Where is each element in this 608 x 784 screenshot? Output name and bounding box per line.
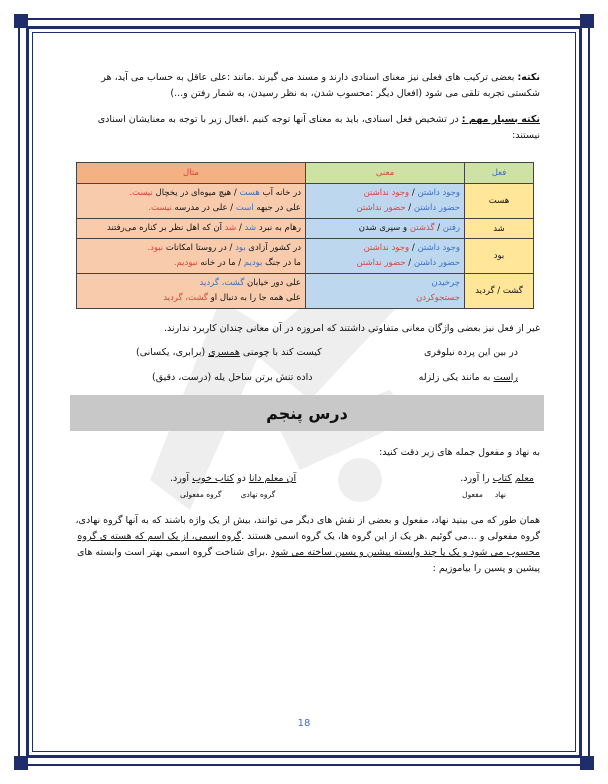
important-note-text: در تشخیص فعل اسنادی، باید به معنای آنها توجه کنیم .افعال زیر با توجه به معنایشان اسنادی نیستند: — [97, 114, 540, 141]
cell-text-segment: بودیم — [243, 258, 263, 268]
cell-text-segment: حضور نداشتن — [356, 203, 406, 213]
sentence-2-rest: آورد. — [170, 473, 193, 484]
cell-text-segment: گشت، گردید — [163, 293, 208, 303]
cell-text-segment: وجود داشتن — [417, 188, 460, 198]
cell-text-segment: چرخیدن — [431, 278, 460, 288]
poem1-left-underlined: همسری — [208, 347, 240, 358]
example-cell — [77, 219, 306, 239]
poem2-right-post: به مانند یکی زلزله — [418, 372, 494, 383]
cell-text-segment: / — [405, 203, 414, 213]
cell-text-segment: بود — [235, 243, 246, 253]
final-line-2-pre: گروه مفعولی و ...می گوئیم .هر یک از این گروه ها، یک — [320, 531, 540, 542]
example-sentences — [70, 473, 540, 484]
cell-text-segment: ما در جنگ — [262, 258, 301, 268]
cell-text-segment: رفتن — [442, 223, 460, 233]
final-line-4: پیشین و پسین را بیاموزیم : — [432, 563, 540, 574]
cell-text-segment: آن که اهل نظر بر کناره می‌رفتند — [107, 223, 225, 233]
cell-text-segment: در کشور آزادی — [245, 243, 301, 253]
cell-text-segment: وجود داشتن — [417, 243, 460, 253]
cell-line — [310, 241, 460, 256]
lesson-title: درس پنجم — [70, 395, 544, 431]
final-line-3-post: .برای شناخت گروه اسمی بهتر است وابسته های — [76, 547, 272, 558]
poem-line-2 — [70, 372, 540, 383]
verb-cell: گشت / گردید — [465, 274, 534, 309]
meaning-cell — [306, 219, 465, 239]
header-example: مثال — [77, 163, 306, 184]
sentence-1-rest: را آورد. — [460, 473, 493, 484]
page-content — [70, 60, 540, 577]
cell-text-segment: علی دور خیابان — [244, 278, 301, 288]
final-line-2 — [70, 529, 540, 545]
cell-text-segment: هست — [239, 188, 260, 198]
other-words-paragraph: غیر از فعل نیز بعضی واژگان معانی متفاوتی داشتند که امروزه در آن معانی چندان کاربرد ندارند. — [163, 323, 540, 334]
poem2-right — [419, 372, 518, 383]
cell-text-segment: و سپری شدن — [358, 223, 410, 233]
corner-ornament — [14, 756, 28, 770]
instruction-text: به نهاد و مفعول جمله های زیر دقت کنید: — [379, 447, 540, 458]
final-line-3 — [70, 545, 540, 561]
poem2-left: داده تنش برتن ساحل یله (درست، دقیق) — [152, 372, 313, 383]
table-header-row — [77, 163, 534, 184]
cell-text-segment: / در روستا امکانات — [163, 243, 236, 253]
final-line-1: همان طور که می بینید نهاد، مفعول و بعضی از نقش های دیگر می توانند، بیش از یک واژه باشند که به آنها گروه نهادی، — [75, 515, 540, 526]
page-number: 18 — [297, 718, 311, 729]
cell-line — [310, 256, 460, 271]
cell-text-segment: وجود نداشتن — [363, 188, 410, 198]
example-cell — [77, 274, 306, 309]
cell-line — [81, 241, 301, 256]
meaning-cell — [306, 239, 465, 274]
label-subject: نهاد — [494, 490, 506, 499]
cell-line — [81, 186, 301, 201]
note-paragraph — [70, 70, 540, 102]
cell-text-segment: گشت، گردید — [199, 278, 245, 288]
final-line-3-underlined: محسوب می شود و یک یا چند وابسته پیشین و پسین ساخته می شود — [271, 547, 540, 558]
cell-text-segment: است — [235, 203, 254, 213]
cell-text-segment: رهام به نبرد — [256, 223, 301, 233]
important-note-label: نکته بسیار مهم : — [461, 114, 540, 125]
cell-text-segment: حضور داشتن — [413, 258, 460, 268]
sentence-1-subject: معلم — [514, 473, 534, 484]
verb-cell: بود — [465, 239, 534, 274]
poem2-right-underlined: راست — [493, 372, 518, 383]
cell-text-segment: نبودیم. — [173, 258, 198, 268]
cell-text-segment: نیست. — [129, 188, 153, 198]
table-row — [77, 274, 534, 309]
poem-line-1 — [70, 347, 540, 358]
final-line-2-post: هستند . — [241, 531, 275, 542]
cell-text-segment: گذشتن — [409, 223, 435, 233]
sentence-2-object: کتاب خوب — [192, 473, 235, 484]
cell-text-segment: / — [405, 258, 414, 268]
cell-text-segment: / هیچ میوه‌ای در یخچال — [152, 188, 240, 198]
cell-line — [81, 256, 301, 271]
table-row — [77, 184, 534, 219]
verb-cell: هست — [465, 184, 534, 219]
corner-ornament — [580, 14, 594, 28]
sentence-2-subject: آن معلم دانا — [248, 473, 297, 484]
meaning-cell — [306, 274, 465, 309]
cell-text-segment: / علی در مدرسه — [171, 203, 236, 213]
cell-text-segment: وجود نداشتن — [363, 243, 410, 253]
table-row — [77, 239, 534, 274]
labels-sentence-1 — [462, 490, 506, 499]
poem1-left-post: (برابری، یکسانی) — [136, 347, 209, 358]
final-line-2-mid: گروه اسمی — [274, 531, 321, 542]
cell-text-segment: / — [409, 188, 418, 198]
important-note-paragraph — [70, 112, 540, 144]
grammar-labels — [70, 490, 540, 499]
corner-ornament — [580, 756, 594, 770]
poem1-left-pre: کیست کند با چومنی — [239, 347, 322, 358]
final-line-2-underlined: گروه اسمی، از یک اسم که هسته ی گروه — [77, 531, 242, 542]
cell-text-segment: / ما در خانه — [197, 258, 244, 268]
example-cell — [77, 239, 306, 274]
label-object: مفعول — [462, 490, 483, 499]
cell-text-segment: شد — [244, 223, 257, 233]
cell-text-segment: / — [236, 223, 245, 233]
example-cell — [77, 184, 306, 219]
note-label: نکته: — [517, 72, 540, 83]
cell-line — [81, 291, 301, 306]
header-verb: فعل — [465, 163, 534, 184]
verbs-table — [76, 162, 534, 309]
cell-text-segment: حضور نداشتن — [356, 258, 406, 268]
note-text: بعضی ترکیب های فعلی نیز معنای اسنادی دارند و مسند می گیرند .مانند :علی عاقل به حساب می آید، هر شکستی تجربه تلقی می شود (افعال دیگر :محسوب شدن، به نظر رسیدن، به شمار رفتن و...) — [101, 72, 540, 99]
labels-sentence-2 — [180, 490, 275, 499]
sentence-1 — [460, 473, 534, 484]
cell-line — [310, 201, 460, 216]
verbs-table-wrap — [70, 162, 540, 309]
cell-text-segment: نیست. — [148, 203, 172, 213]
cell-line — [310, 276, 460, 291]
cell-line — [81, 221, 301, 236]
cell-text-segment: علی در جبهه — [253, 203, 301, 213]
cell-text-segment: جستجوکردن — [415, 293, 460, 303]
cell-text-segment: حضور داشتن — [413, 203, 460, 213]
poem1-left — [136, 347, 322, 358]
verb-cell: شد — [465, 219, 534, 239]
cell-line — [310, 221, 460, 236]
cell-line — [310, 186, 460, 201]
sentence-2 — [170, 473, 296, 484]
cell-text-segment: شد — [224, 223, 237, 233]
table-body — [77, 184, 534, 309]
label-subject-group: گروه نهادی — [240, 490, 276, 499]
cell-text-segment: / — [409, 243, 418, 253]
label-object-group: گروه مفعولی — [180, 490, 222, 499]
table-row — [77, 219, 534, 239]
meaning-cell — [306, 184, 465, 219]
cell-text-segment: علی همه جا را به دنبال او — [207, 293, 301, 303]
corner-ornament — [14, 14, 28, 28]
cell-line — [310, 291, 460, 306]
final-paragraph — [70, 513, 540, 577]
cell-text-segment: در خانه آب — [259, 188, 301, 198]
cell-text-segment: / — [434, 223, 443, 233]
sentence-1-object: کتاب — [492, 473, 512, 484]
poem1-right: در بین این پرده نیلوفری — [423, 347, 518, 358]
cell-line — [81, 276, 301, 291]
sentence-2-mid: دو — [234, 473, 249, 484]
header-meaning: معنی — [306, 163, 465, 184]
cell-line — [81, 201, 301, 216]
cell-text-segment: نبود. — [147, 243, 164, 253]
